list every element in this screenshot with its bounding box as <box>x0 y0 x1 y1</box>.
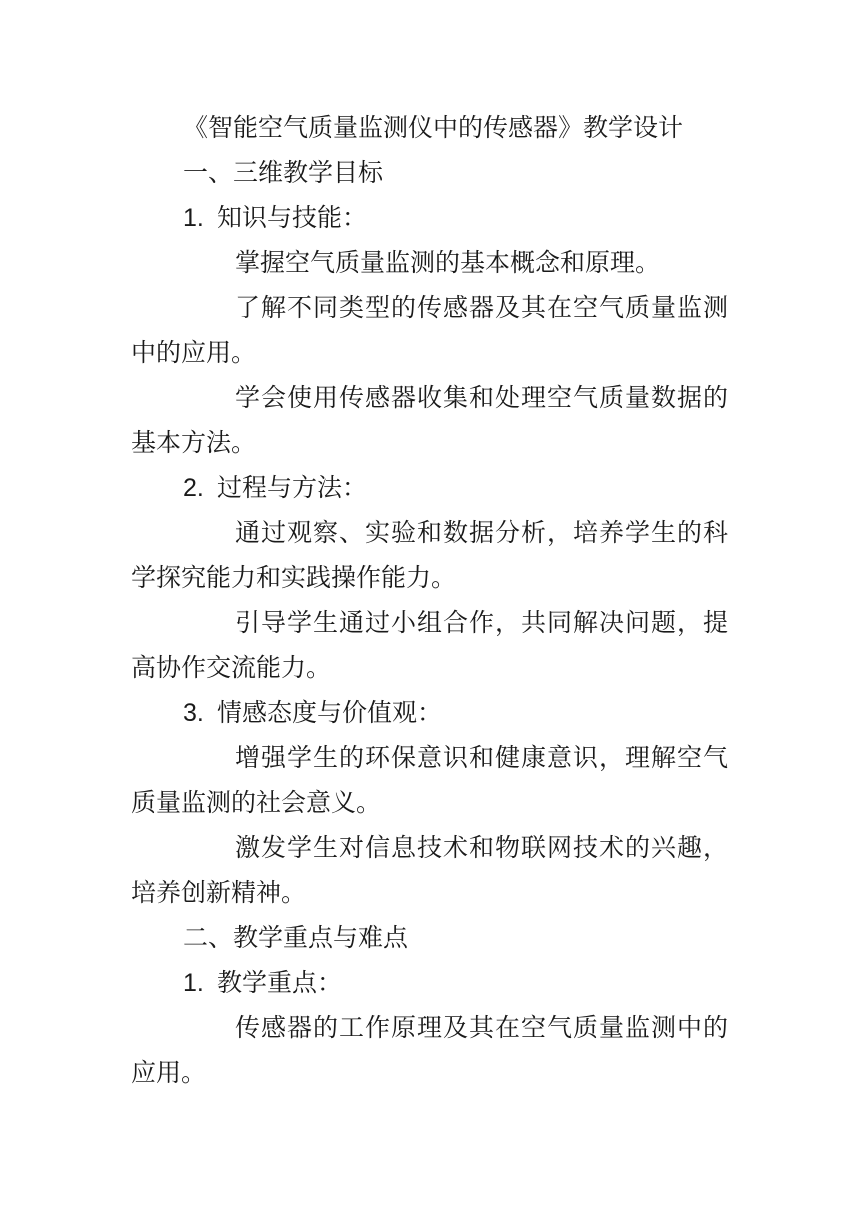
item-label: 情感态度与价值观： <box>217 698 443 727</box>
item-label: 教学重点： <box>217 968 343 997</box>
paragraph-line: 传感器的工作原理及其在空气质量监测中的 <box>235 1013 728 1042</box>
item-number: 3. <box>183 699 204 727</box>
item-number: 1. <box>183 969 204 997</box>
item-number: 1. <box>183 204 204 232</box>
document-title: 《智能空气质量监测仪中的传感器》教学设计 <box>183 113 684 142</box>
paragraph-line: 激发学生对信息技术和物联网技术的兴趣， <box>235 833 728 862</box>
paragraph-line: 通过观察、实验和数据分析，培养学生的科 <box>235 518 728 547</box>
paragraph-line: 应用。 <box>131 1058 207 1087</box>
paragraph-line: 学探究能力和实践操作能力。 <box>131 563 457 592</box>
paragraph-line: 培养创新精神。 <box>131 878 307 907</box>
objective-item-1-heading <box>183 201 367 235</box>
paragraph-line: 学会使用传感器收集和处理空气质量数据的 <box>235 383 728 412</box>
paragraph-line: 质量监测的社会意义。 <box>131 788 382 817</box>
paragraph-line: 掌握空气质量监测的基本概念和原理。 <box>235 248 661 277</box>
paragraph-line: 了解不同类型的传感器及其在空气质量监测 <box>235 293 728 322</box>
paragraph-line: 增强学生的环保意识和健康意识，理解空气 <box>235 743 728 772</box>
item-number: 2. <box>183 474 204 502</box>
section-heading-objectives: 一、三维教学目标 <box>183 158 384 187</box>
paragraph-line: 中的应用。 <box>131 338 257 367</box>
objective-item-2-heading <box>183 471 367 505</box>
objective-item-3-heading <box>183 696 442 730</box>
item-label: 知识与技能： <box>217 203 368 232</box>
key-point-item-1-heading <box>183 966 342 1000</box>
section-heading-key-points: 二、教学重点与难点 <box>183 923 409 952</box>
paragraph-line: 高协作交流能力。 <box>131 653 332 682</box>
paragraph-line: 引导学生通过小组合作，共同解决问题，提 <box>235 608 728 637</box>
paragraph-line: 基本方法。 <box>131 428 257 457</box>
item-label: 过程与方法： <box>217 473 368 502</box>
